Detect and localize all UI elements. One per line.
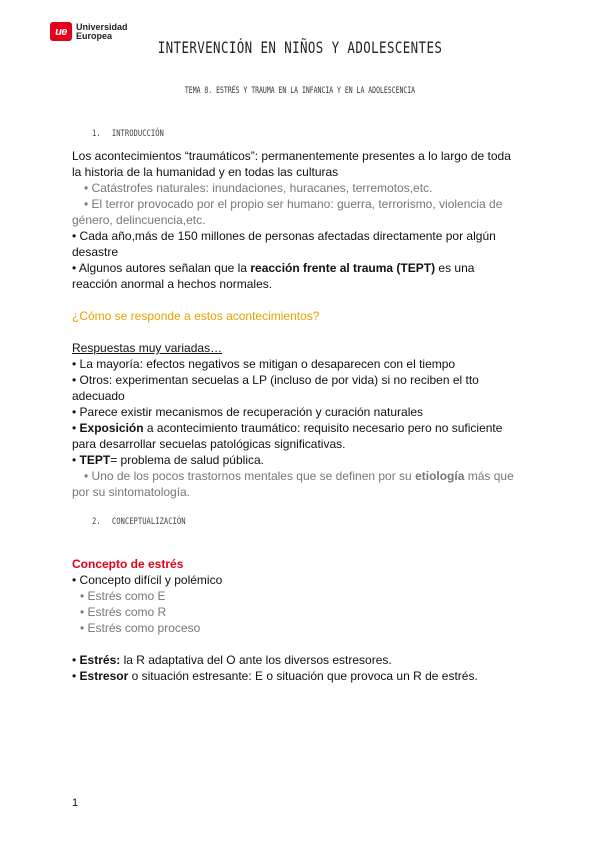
bullet-cada-ano-line-2: desastre [72,245,119,259]
bullet-cada-ano-line-1: • Cada año,más de 150 millones de personas afectadas directamente por algún [72,229,496,243]
section-number: 1. [92,129,101,139]
section-heading-conceptualizacion [92,517,186,527]
response-mecanismos: • Parece existir mecanismos de recuperación y curación naturales [72,405,424,419]
section-title: CONCEPTUALIZACIÓN [111,517,186,527]
text-run: • [72,653,80,667]
section-title: INTRODUCCIÓN [111,129,164,139]
text-run: • [72,453,80,467]
text-run: • Algunos autores señalan que la [72,261,251,275]
intro-paragraph-line-2: la historia de la humanidad y en todas las culturas [72,165,339,179]
question-heading: ¿Cómo se responde a estos acontecimientos? [72,309,320,323]
text-run: más que [464,469,514,483]
response-otros-line-2: adecuado [72,389,125,403]
section-number: 2. [92,517,101,527]
intro-paragraph-line-1: Los acontecimientos “traumáticos”: permanentemente presentes a lo largo de toda [72,149,511,163]
bullet-autores-line-2: reacción anormal a hechos normales. [72,277,273,291]
text-run: a acontecimiento traumático: requisito necesario pero no suficiente [143,421,503,435]
text-run: • [72,421,80,435]
bullet-terror-line-1: • El terror provocado por el propio ser humano: guerra, terrorismo, violencia de [84,197,503,211]
response-otros-line-1: • Otros: experimentan secuelas a LP (incluso de por vida) si no reciben el tto [72,373,479,387]
bullet-catastrofes: • Catástrofes naturales: inundaciones, huracanes, terremotos,etc. [84,181,433,195]
response-tept [72,452,264,468]
document-title: INTERVENCIÓN EN NIÑOS Y ADOLESCENTES [157,38,443,57]
stress-concept-heading: Concepto de estrés [72,557,184,571]
stressor-definition [72,668,478,684]
ue-logo-icon: ue [50,22,72,41]
text-run: • [72,669,80,683]
bold-term-estres: Estrés: [79,653,121,667]
bold-term-etiologia: etiología [415,469,465,483]
bold-term-tept: reacción frente al trauma (TEPT) [250,261,436,275]
responses-heading: Respuestas muy variadas… [72,341,223,355]
text-run: la R adaptativa del O ante los diversos estresores. [120,653,392,667]
text-run: o situación estresante: E o situación que provoca un R de estrés. [128,669,478,683]
bold-term-tept-2: TEPT [79,453,111,467]
response-exposicion-line-1 [72,420,502,436]
stress-definition [72,652,392,668]
response-exposicion-line-2: para desarrollar secuelas patológicas significativas. [72,437,346,451]
response-mayoria: • La mayoría: efectos negativos se mitigan o desaparecen con el tiempo [72,357,456,371]
logo-line-2: Europea [76,30,113,41]
bold-term-exposicion: Exposición [79,421,144,435]
stress-bullet-e: • Estrés como E [80,589,166,603]
stress-bullet-r: • Estrés como R [80,605,167,619]
bullet-terror-line-2: género, delincuencia,etc. [72,213,206,227]
stress-bullet-proceso: • Estrés como proceso [80,621,201,635]
page-number: 1 [72,797,79,809]
text-run: = problema de salud pública. [110,453,264,467]
stress-bullet-dificil: • Concepto difícil y polémico [72,573,223,587]
bullet-autores-line-1 [72,260,474,276]
bold-term-estresor: Estresor [79,669,129,683]
section-heading-introduccion [92,129,164,139]
logo-line-1: Universidad [76,21,128,32]
document-subtitle: TEMA 8. ESTRÉS Y TRAUMA EN LA INFANCIA Y EN LA ADOLESCENCIA [184,86,416,96]
text-run: es una [435,261,475,275]
text-run: • Uno de los pocos trastornos mentales que se definen por su [84,469,416,483]
response-etiologia-line-2: por su sintomatología. [72,485,191,499]
response-etiologia-line-1 [84,468,514,484]
